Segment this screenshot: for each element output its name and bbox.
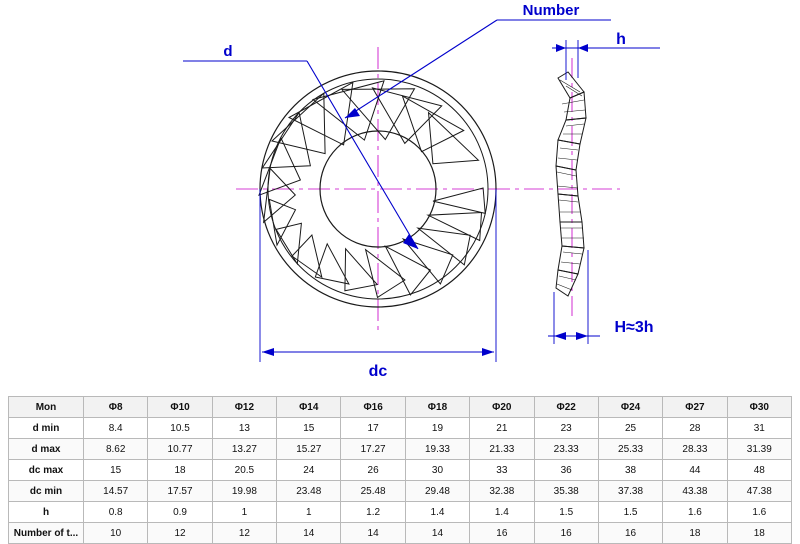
cell: 31 (727, 418, 791, 439)
row-label: dc min (9, 481, 84, 502)
cell: 17.57 (148, 481, 212, 502)
cell: 47.38 (727, 481, 791, 502)
cell: 1.4 (405, 502, 469, 523)
col-header-4: Φ14 (277, 397, 341, 418)
d-label: d (223, 43, 233, 60)
row-label: h (9, 502, 84, 523)
cell: 1 (277, 502, 341, 523)
cell: 12 (148, 523, 212, 544)
cell: 28 (663, 418, 727, 439)
cell: 1.2 (341, 502, 405, 523)
table-row (9, 502, 792, 523)
number-label: Number (522, 2, 580, 19)
cell: 18 (148, 460, 212, 481)
cell: 14.57 (84, 481, 148, 502)
cell: 23 (534, 418, 598, 439)
col-header-11: Φ30 (727, 397, 791, 418)
cell: 16 (470, 523, 534, 544)
cell: 23.48 (277, 481, 341, 502)
row-label: d min (9, 418, 84, 439)
cell: 25 (598, 418, 662, 439)
cell: 13.27 (212, 439, 276, 460)
cell: 35.38 (534, 481, 598, 502)
col-header-6: Φ18 (405, 397, 469, 418)
cell: 25.48 (341, 481, 405, 502)
cell: 0.8 (84, 502, 148, 523)
table-row (9, 523, 792, 544)
cell: 15 (277, 418, 341, 439)
cell: 18 (727, 523, 791, 544)
cell: 24 (277, 460, 341, 481)
cell: 20.5 (212, 460, 276, 481)
row-label: d max (9, 439, 84, 460)
col-header-10: Φ27 (663, 397, 727, 418)
cell: 17 (341, 418, 405, 439)
cell: 31.39 (727, 439, 791, 460)
col-header-2: Φ10 (148, 397, 212, 418)
cell: 19 (405, 418, 469, 439)
cell: 1.6 (663, 502, 727, 523)
cell: 16 (534, 523, 598, 544)
cell: 17.27 (341, 439, 405, 460)
cell: 10 (84, 523, 148, 544)
cell: 14 (277, 523, 341, 544)
cell: 19.98 (212, 481, 276, 502)
d-leader (183, 43, 418, 249)
H-dimension (548, 250, 654, 344)
cell: 30 (405, 460, 469, 481)
cell: 33 (470, 460, 534, 481)
col-header-1: Φ8 (84, 397, 148, 418)
col-header-9: Φ24 (598, 397, 662, 418)
side-profile (556, 72, 586, 296)
front-view (183, 2, 611, 380)
side-view (524, 31, 660, 344)
cell: 36 (534, 460, 598, 481)
col-header-5: Φ16 (341, 397, 405, 418)
cell: 21 (470, 418, 534, 439)
cell: 16 (598, 523, 662, 544)
cell: 29.48 (405, 481, 469, 502)
col-header-0: Mon (9, 397, 84, 418)
number-leader (345, 2, 611, 118)
H-label: H≈3h (614, 319, 654, 336)
cell: 1 (212, 502, 276, 523)
table-row (9, 460, 792, 481)
cell: 18 (663, 523, 727, 544)
cell: 15.27 (277, 439, 341, 460)
table-row (9, 481, 792, 502)
col-header-8: Φ22 (534, 397, 598, 418)
cell: 19.33 (405, 439, 469, 460)
row-label: dc max (9, 460, 84, 481)
table-row (9, 418, 792, 439)
cell: 1.5 (598, 502, 662, 523)
cell: 38 (598, 460, 662, 481)
cell: 43.38 (663, 481, 727, 502)
cell: 1.5 (534, 502, 598, 523)
cell: 25.33 (598, 439, 662, 460)
cell: 15 (84, 460, 148, 481)
cell: 12 (212, 523, 276, 544)
cell: 14 (405, 523, 469, 544)
specification-table (8, 396, 792, 544)
cell: 32.38 (470, 481, 534, 502)
table-header-row (9, 397, 792, 418)
row-label: Number of t... (9, 523, 84, 544)
col-header-3: Φ12 (212, 397, 276, 418)
cell: 10.5 (148, 418, 212, 439)
dc-label: dc (368, 363, 388, 380)
cell: 21.33 (470, 439, 534, 460)
cell: 44 (663, 460, 727, 481)
cell: 8.4 (84, 418, 148, 439)
h-label: h (616, 31, 626, 48)
cell: 8.62 (84, 439, 148, 460)
cell: 37.38 (598, 481, 662, 502)
col-header-7: Φ20 (470, 397, 534, 418)
cell: 1.6 (727, 502, 791, 523)
cell: 26 (341, 460, 405, 481)
cell: 28.33 (663, 439, 727, 460)
cell: 0.9 (148, 502, 212, 523)
cell: 13 (212, 418, 276, 439)
cell: 48 (727, 460, 791, 481)
cell: 10.77 (148, 439, 212, 460)
cell: 23.33 (534, 439, 598, 460)
cell: 14 (341, 523, 405, 544)
table-row (9, 439, 792, 460)
cell: 1.4 (470, 502, 534, 523)
